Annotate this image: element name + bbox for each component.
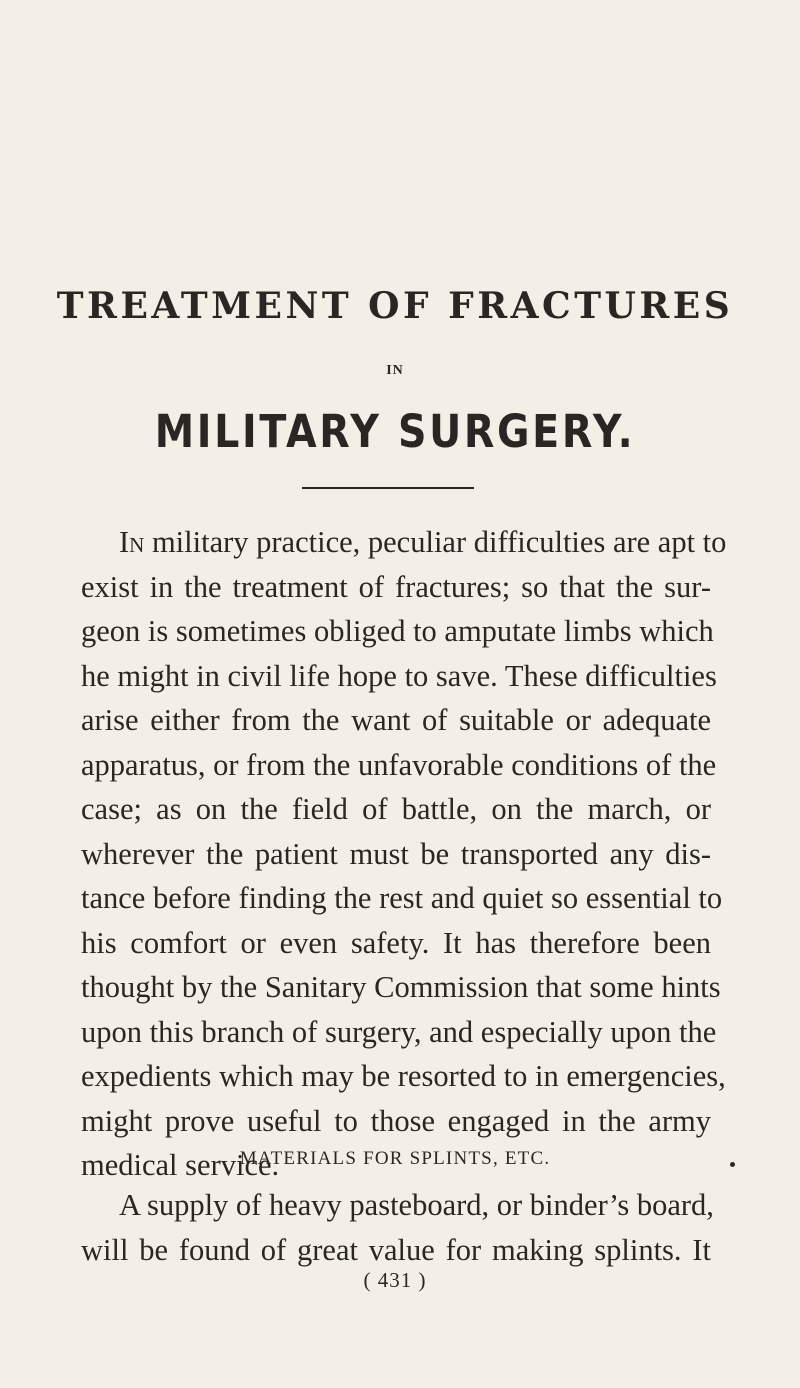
ink-speck bbox=[730, 1162, 735, 1167]
page-number: ( 431 ) bbox=[363, 1268, 427, 1292]
intro-paragraph bbox=[81, 520, 727, 1188]
paragraph-line: will be found of great value for making splints. It bbox=[81, 1232, 711, 1267]
paragraph-line: medical service. bbox=[81, 1148, 280, 1182]
paragraph-line: expedients which may be resorted to in emergencies, bbox=[81, 1059, 726, 1093]
paragraph-line: upon this branch of surgery, and especially upon the bbox=[81, 1014, 717, 1049]
paragraph-line: exist in the treatment of fractures; so that the sur- bbox=[81, 569, 711, 604]
page-title: TREATMENT OF FRACTURES bbox=[56, 285, 734, 327]
section-paragraph bbox=[81, 1183, 714, 1272]
paragraph-line: apparatus, or from the unfavorable conditions of the bbox=[81, 747, 717, 782]
title-rule bbox=[302, 487, 474, 489]
paragraph-line: wherever the patient must be transported any dis- bbox=[81, 836, 711, 871]
title-connector: IN bbox=[386, 363, 404, 378]
paragraph-line: tance before finding the rest and quiet so essential to bbox=[81, 881, 723, 915]
paragraph-line: his comfort or even safety. It has therefore been bbox=[81, 925, 711, 960]
paragraph-line: arise either from the want of suitable or adequate bbox=[81, 703, 711, 737]
paragraph-line: might prove useful to those engaged in the army bbox=[81, 1103, 711, 1138]
paragraph-line: A supply of heavy pasteboard, or binder’s board, bbox=[119, 1188, 714, 1222]
paragraph-line: case; as on the field of battle, on the march, or bbox=[81, 792, 711, 826]
page-subtitle: MILITARY SURGERY. bbox=[154, 405, 636, 458]
lead-word: In bbox=[119, 525, 145, 559]
paragraph-line: thought by the Sanitary Commission that some hints bbox=[81, 970, 721, 1004]
paragraph-line: geon is sometimes obliged to amputate limbs which bbox=[81, 614, 714, 648]
section-heading: MATERIALS FOR SPLINTS, ETC. bbox=[239, 1148, 551, 1169]
paragraph-line: In military practice, peculiar difficulties are apt to bbox=[119, 525, 727, 559]
paragraph-line: he might in civil life hope to save. These difficulties bbox=[81, 658, 717, 693]
